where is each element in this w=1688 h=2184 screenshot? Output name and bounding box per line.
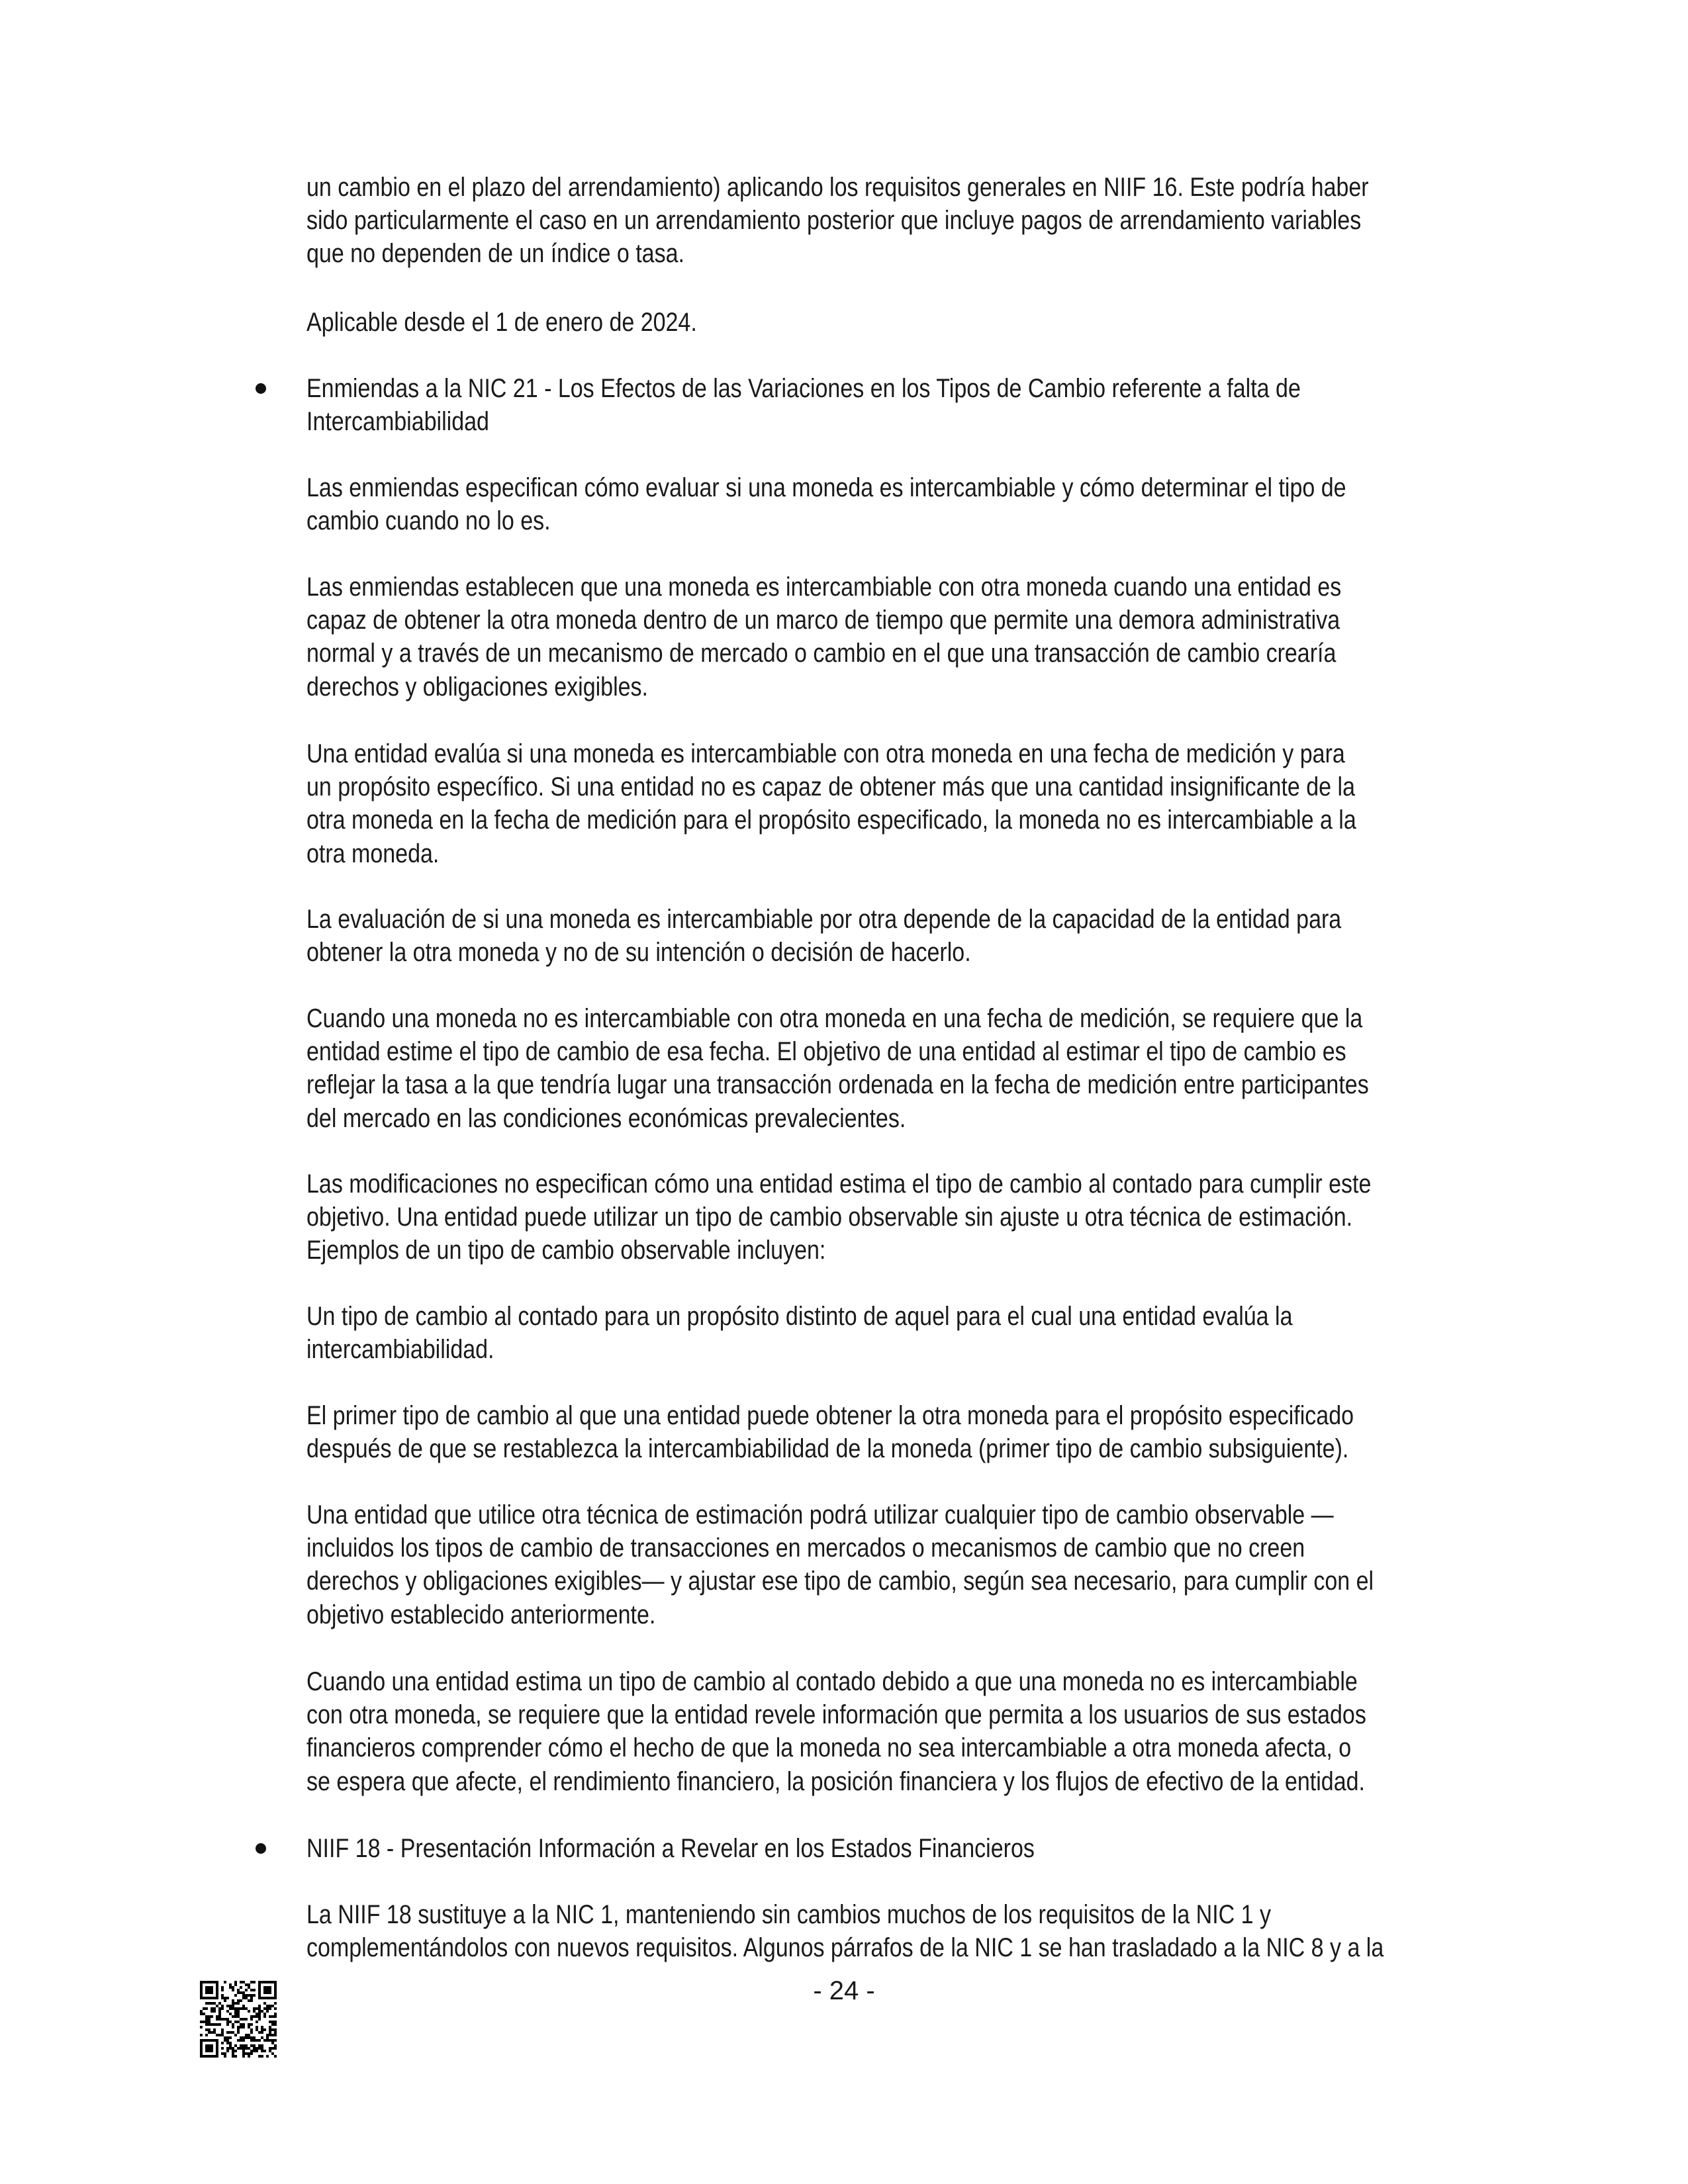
text-line: entidad estime el tipo de cambio de esa fecha. El objetivo de una entidad al estimar el tipo de cambio es	[306, 1037, 1346, 1067]
text-line: Una entidad evalúa si una moneda es intercambiable con otra moneda en una fecha de medición y para	[306, 739, 1345, 768]
text-line: El primer tipo de cambio al que una entidad puede obtener la otra moneda para el propósito especificado	[306, 1401, 1354, 1430]
text-line: obtener la otra moneda y no de su intención o decisión de hacerlo.	[306, 938, 971, 968]
text-line: intercambiabilidad.	[306, 1335, 494, 1365]
bullet-icon	[256, 1843, 266, 1854]
text-line: Un tipo de cambio al contado para un propósito distinto de aquel para el cual una entidad evalúa la	[306, 1302, 1293, 1331]
text-line: Intercambiabilidad	[306, 407, 489, 437]
text-line: se espera que afecte, el rendimiento financiero, la posición financiera y los flujos de efectivo de la entidad.	[306, 1766, 1365, 1796]
text-line: incluidos los tipos de cambio de transacciones en mercados o mecanismos de cambio que no creen	[306, 1533, 1305, 1563]
text-line: otra moneda en la fecha de medición para el propósito especificado, la moneda no es intercambiable a la	[306, 805, 1356, 835]
page-number: - 24 -	[813, 1976, 875, 2005]
text-line: derechos y obligaciones exigibles.	[306, 672, 648, 702]
text-line: Una entidad que utilice otra técnica de estimación podrá utilizar cualquier tipo de cambio observable —	[306, 1500, 1334, 1529]
text-line: financieros comprender cómo el hecho de que la moneda no sea intercambiable a otra moneda afecta, o	[306, 1733, 1352, 1763]
bullet-item	[306, 1832, 1498, 1865]
text-line: Aplicable desde el 1 de enero de 2024.	[306, 308, 697, 337]
paragraph	[306, 306, 1498, 339]
paragraph	[306, 1002, 1498, 1135]
paragraph	[306, 1300, 1498, 1366]
qr-code-icon	[200, 1981, 277, 2058]
paragraph	[306, 1167, 1498, 1267]
text-line: un cambio en el plazo del arrendamiento) aplicando los requisitos generales en NIIF 16. Este podría haber	[306, 173, 1369, 202]
text-line: La NIIF 18 sustituye a la NIC 1, manteniendo sin cambios muchos de los requisitos de la NIC 1 y	[306, 1900, 1272, 1929]
paragraph	[306, 171, 1498, 271]
paragraph	[306, 1498, 1498, 1631]
text-line: NIIF 18 - Presentación Información a Revelar en los Estados Financieros	[306, 1834, 1035, 1863]
paragraph	[306, 737, 1498, 870]
text-line: reflejar la tasa a la que tendría lugar una transacción ordenada en la fecha de medición entre participantes	[306, 1070, 1369, 1100]
bullet-icon	[256, 383, 266, 394]
text-line: complementándolos con nuevos requisitos. Algunos párrafos de la NIC 1 se han trasladado a la NIC 8 y a la	[306, 1933, 1384, 1963]
text-line: Las enmiendas establecen que una moneda es intercambiable con otra moneda cuando una entidad es	[306, 572, 1342, 602]
text-line: sido particularmente el caso en un arrendamiento posterior que incluye pagos de arrendamiento variables	[306, 206, 1362, 236]
text-line: que no dependen de un índice o tasa.	[306, 239, 684, 269]
paragraph	[306, 570, 1498, 704]
text-line: Las modificaciones no especifican cómo una entidad estima el tipo de cambio al contado para cumplir este	[306, 1169, 1372, 1199]
paragraph	[306, 471, 1498, 537]
text-line: normal y a través de un mecanismo de mercado o cambio en el que una transacción de cambio crearía	[306, 639, 1336, 668]
paragraph	[306, 1898, 1498, 1964]
text-line: cambio cuando no lo es.	[306, 506, 551, 536]
text-line: Las enmiendas especifican cómo evaluar si una moneda es intercambiable y cómo determinar el tipo de	[306, 473, 1346, 502]
text-line: objetivo. Una entidad puede utilizar un tipo de cambio observable sin ajuste u otra técnica de estimación.	[306, 1203, 1353, 1232]
text-line: Ejemplos de un tipo de cambio observable incluyen:	[306, 1236, 826, 1265]
paragraph	[306, 1665, 1498, 1798]
text-line: derechos y obligaciones exigibles— y ajustar ese tipo de cambio, según sea necesario, para cumplir con el	[306, 1567, 1374, 1596]
paragraph	[306, 1399, 1498, 1465]
text-line: capaz de obtener la otra moneda dentro de un marco de tiempo que permite una demora administrativa	[306, 606, 1340, 635]
text-line: objetivo establecido anteriormente.	[306, 1600, 656, 1629]
text-line: con otra moneda, se requiere que la entidad revele información que permita a los usuarios de sus estados	[306, 1700, 1366, 1730]
text-line: otra moneda.	[306, 839, 440, 868]
text-line: Enmiendas a la NIC 21 - Los Efectos de las Variaciones en los Tipos de Cambio referente a falta de	[306, 374, 1301, 403]
text-line: Cuando una entidad estima un tipo de cambio al contado debido a que una moneda no es intercambiable	[306, 1667, 1358, 1696]
text-line: La evaluación de si una moneda es intercambiable por otra depende de la capacidad de la entidad para	[306, 905, 1342, 934]
bullet-item	[306, 372, 1498, 438]
paragraph	[306, 903, 1498, 969]
text-line: Cuando una moneda no es intercambiable con otra moneda en una fecha de medición, se requiere que la	[306, 1004, 1363, 1033]
text-line: un propósito específico. Si una entidad no es capaz de obtener más que una cantidad insignificante de la	[306, 772, 1355, 802]
text-line: después de que se restablezca la intercambiabilidad de la moneda (primer tipo de cambio subsiguiente).	[306, 1434, 1349, 1464]
text-line: del mercado en las condiciones económicas prevalecientes.	[306, 1103, 906, 1133]
